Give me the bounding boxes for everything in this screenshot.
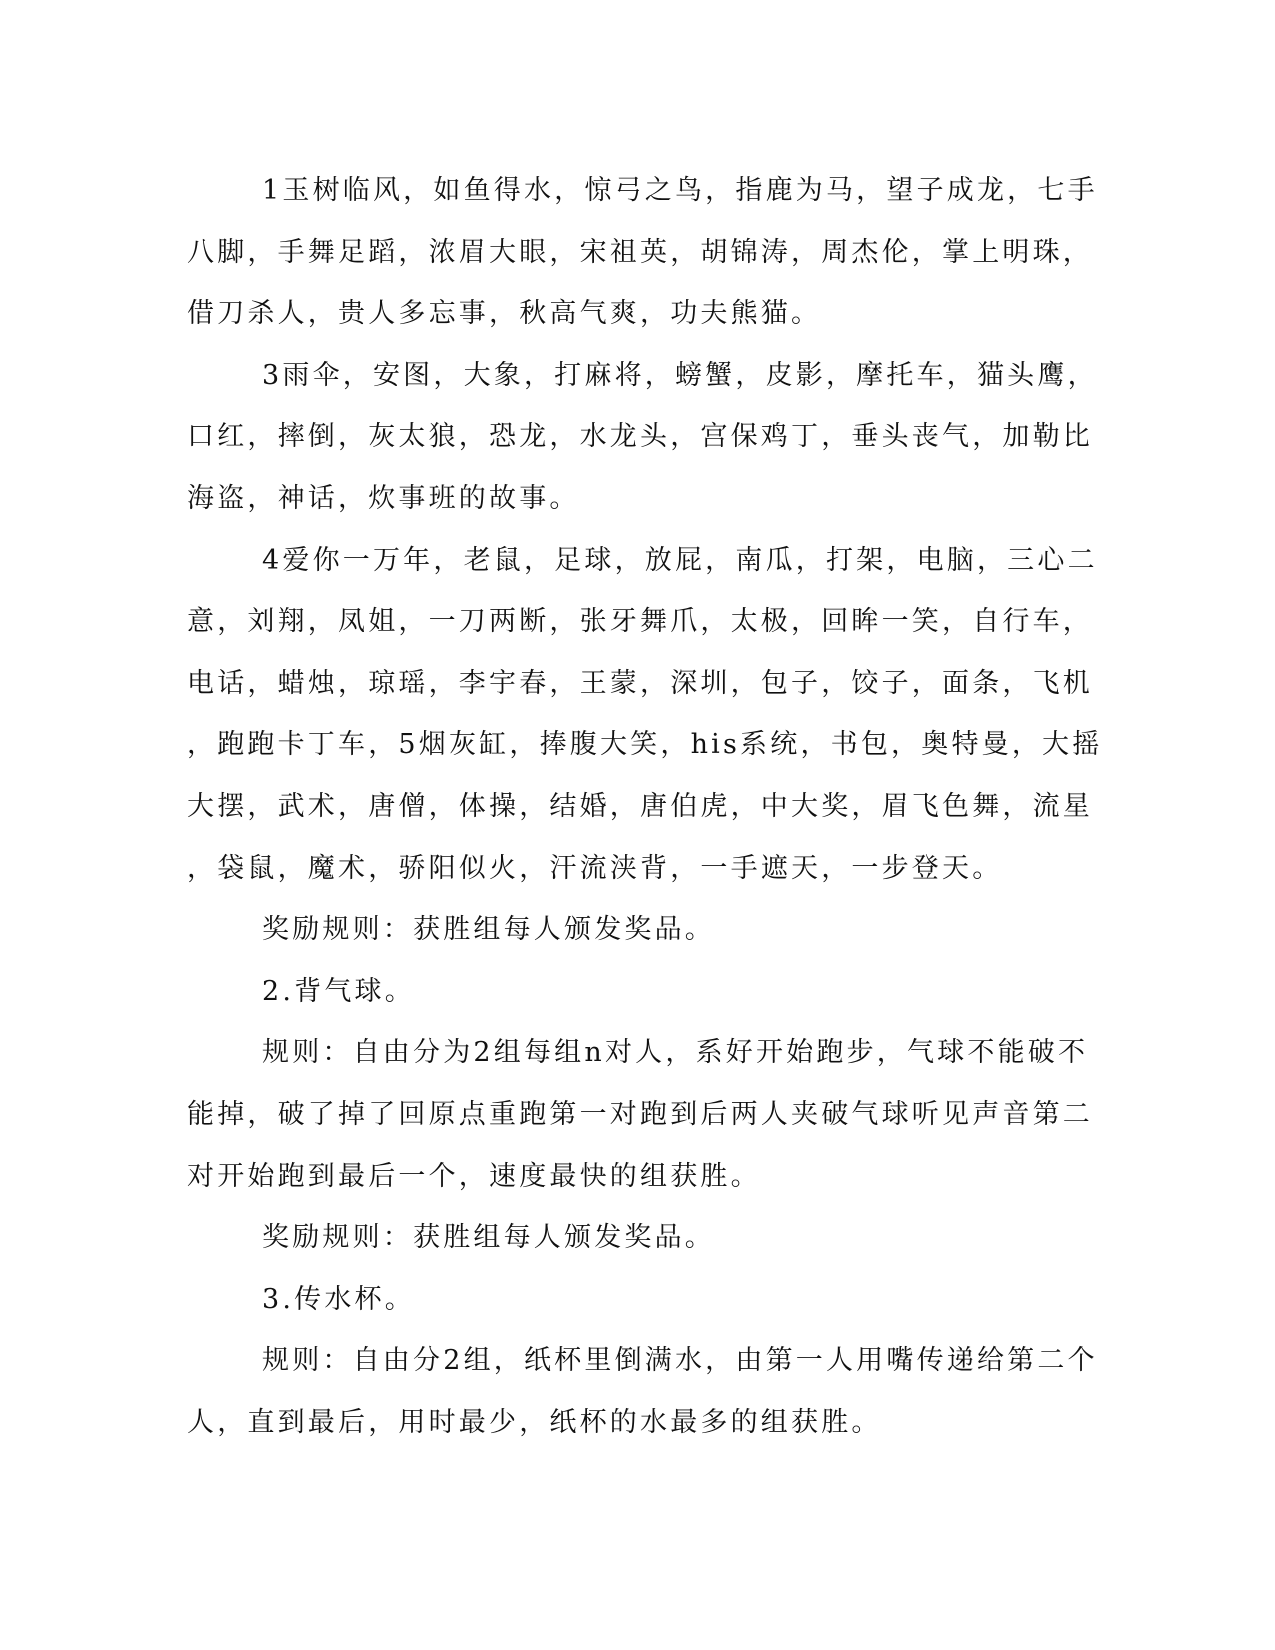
text-line: 借刀杀人，贵人多忘事，秋高气爽，功夫熊猫。: [187, 298, 822, 330]
text-line: 3.传水杯。: [262, 1283, 415, 1315]
text-line: 大摆，武术，唐僧，体操，结婚，唐伯虎，中大奖，眉飞色舞，流星: [187, 790, 1093, 822]
text-line: 4爱你一万年，老鼠，足球，放屁，南瓜，打架，电脑，三心二: [262, 544, 1098, 576]
text-line: 人，直到最后，用时最少，纸杯的水最多的组获胜。: [187, 1406, 882, 1438]
text-line: 3雨伞，安图，大象，打麻将，螃蟹，皮影，摩托车，猫头鹰，: [262, 359, 1098, 391]
text-line: 意，刘翔，凤姐，一刀两断，张牙舞爪，太极，回眸一笑，自行车，: [187, 606, 1093, 638]
text-line: 对开始跑到最后一个，速度最快的组获胜。: [187, 1160, 761, 1192]
text-line: 2.背气球。: [262, 975, 415, 1007]
text-line: 奖励规则：获胜组每人颁发奖品。: [262, 1222, 715, 1254]
text-line: ，袋鼠，魔术，骄阳似火，汗流浃背，一手遮天，一步登天。: [187, 852, 1003, 884]
body-text: [187, 160, 1103, 1453]
text-line: 能掉，破了掉了回原点重跑第一对跑到后两人夹破气球听见声音第二: [187, 1098, 1093, 1130]
text-line: 1玉树临风，如鱼得水，惊弓之鸟，指鹿为马，望子成龙，七手: [262, 175, 1098, 206]
text-line: 海盗，神话，炊事班的故事。: [187, 482, 580, 514]
text-line: 口红，摔倒，灰太狼，恐龙，水龙头，宫保鸡丁，垂头丧气，加勒比: [187, 421, 1093, 453]
text-line: ，跑跑卡丁车，5烟灰缸，捧腹大笑，his系统，书包，奥特曼，大摇: [187, 729, 1103, 761]
text-line: 规则：自由分2组，纸杯里倒满水，由第一人用嘴传递给第二个: [262, 1345, 1098, 1377]
text-line: 电话，蜡烛，琼瑶，李宇春，王蒙，深圳，包子，饺子，面条，飞机: [187, 667, 1093, 699]
text-line: 八脚，手舞足蹈，浓眉大眼，宋祖英，胡锦涛，周杰伦，掌上明珠，: [187, 236, 1093, 268]
text-line: 规则：自由分为2组每组n对人，系好开始跑步，气球不能破不: [262, 1037, 1089, 1069]
text-line: 奖励规则：获胜组每人颁发奖品。: [262, 914, 715, 946]
